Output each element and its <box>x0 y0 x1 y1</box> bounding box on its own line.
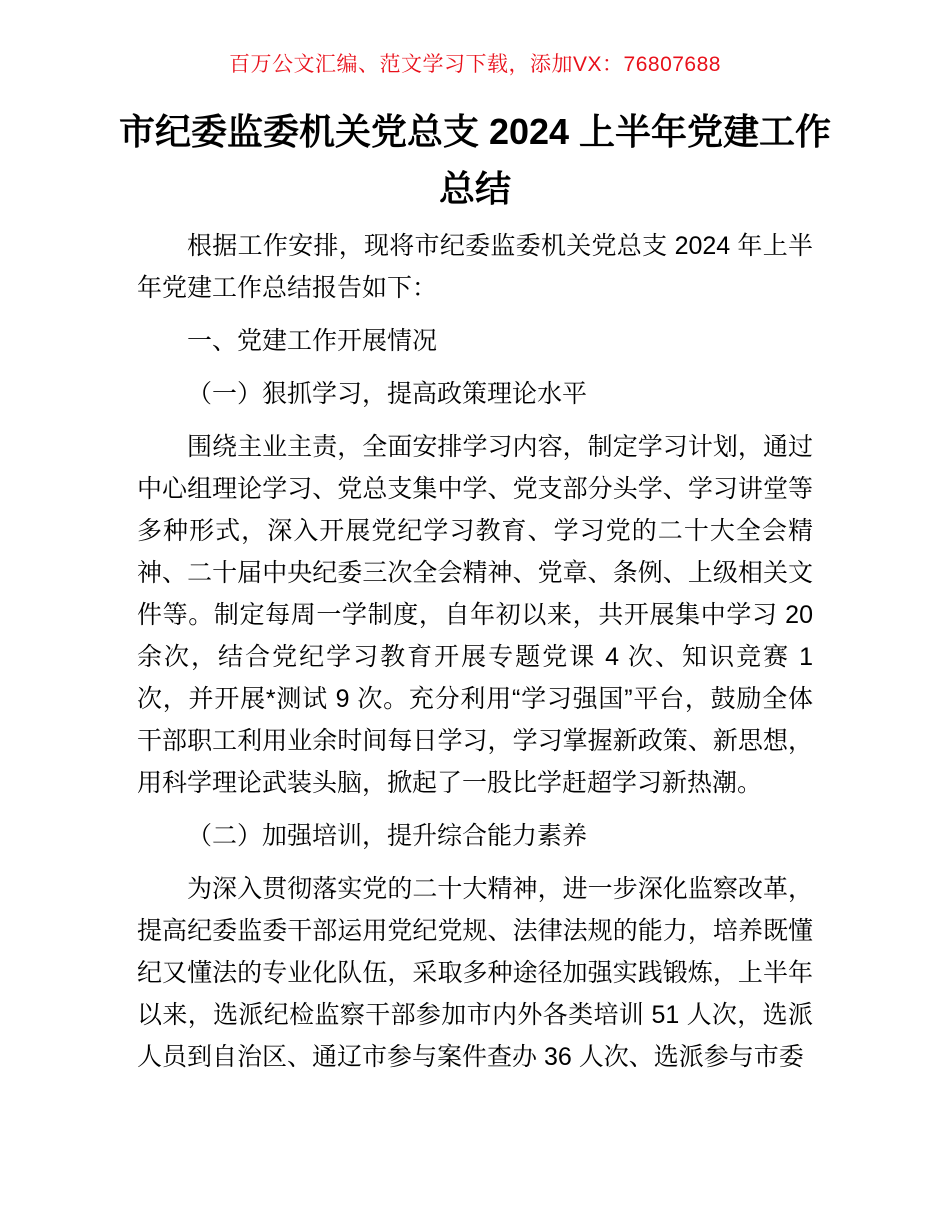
paragraph-intro: 根据工作安排，现将市纪委监委机关党总支 2024 年上半年党建工作总结报告如下： <box>137 232 813 302</box>
subsection-heading-1-1: （一）狠抓学习，提高政策理论水平 <box>187 380 588 408</box>
document-title: 市纪委监委机关党总支 2024 上半年党建工作总结 <box>118 111 832 209</box>
subsection-heading-1-2: （二）加强培训，提升综合能力素养 <box>187 822 588 850</box>
paragraph-section-1-2: 为深入贯彻落实党的二十大精神，进一步深化监察改革，提高纪委监委干部运用党纪党规、法律法规的能力，培养既懂纪又懂法的专业化队伍，采取多种途径加强实践锻炼，上半年以来，选派纪检监察干部参加市内外各类培训 51 人次，选派人员到自治区、通辽市参与案件查办 36 人次、选派参与市委 <box>137 875 813 1071</box>
paragraph-section-1-1: 围绕主业主责，全面安排学习内容，制定学习计划，通过中心组理论学习、党总支集中学、党支部分头学、学习讲堂等多种形式，深入开展党纪学习教育、学习党的二十大全会精神、二十届中央纪委三次全会精神、党章、条例、上级相关文件等。制定每周一学制度，自年初以来，共开展集中学习 20 余次，结合党纪学习教育开展专题党课 4 次、知识竞赛 1 次，并开展*测试 9 次。充分利用“学习强国”平台，鼓励全体干部职工利用业余时间每日学习，学习掌握新政策、新思想，用科学理论武装头脑，掀起了一股比学赶超学习新热潮。 <box>137 433 813 797</box>
section-heading-1: 一、党建工作开展情况 <box>187 327 438 355</box>
document-body <box>137 225 813 1078</box>
promo-banner-text: 百万公文汇编、范文学习下载，添加VX：76807688 <box>229 53 721 76</box>
